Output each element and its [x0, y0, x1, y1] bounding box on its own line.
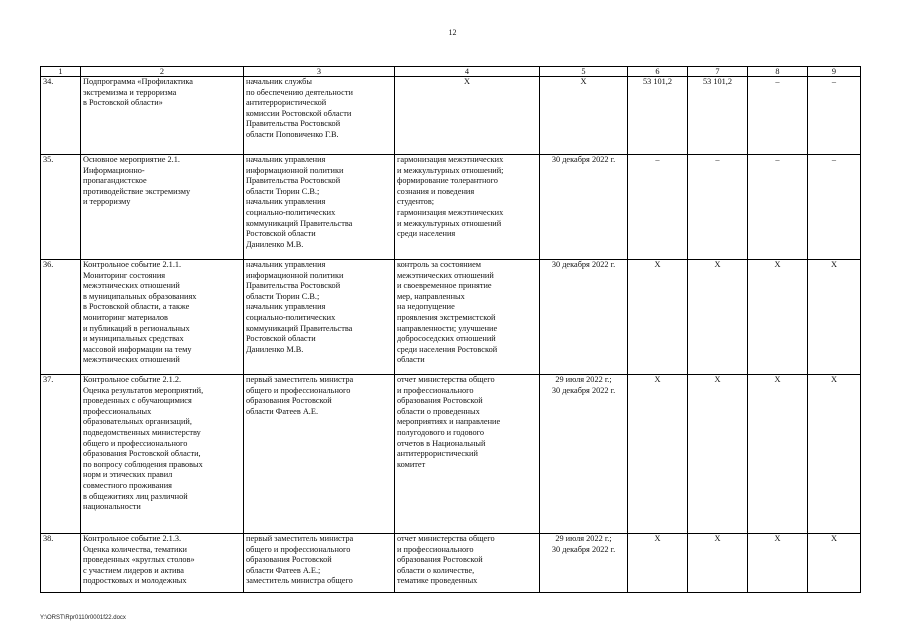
event-name-cell [81, 260, 244, 375]
cell-line: социально-политических [246, 312, 336, 322]
cell-line: первый заместитель министра [246, 534, 354, 543]
cell-line: норм и этических правил [83, 470, 173, 480]
cell-line: Основное мероприятие 2.1. [83, 155, 180, 164]
event-name-cell [81, 155, 244, 260]
cell-line: отчет министерства общего [397, 375, 495, 384]
cell-line: экстремизма и терроризма [83, 87, 177, 97]
cell-line: образования Ростовской [397, 555, 483, 565]
value-cell-9: Х [808, 534, 861, 593]
cell-line: и межкультурных отношений; [397, 165, 504, 175]
cell-line: Подпрограмма «Профилактика [83, 77, 193, 86]
value-cell-6: Х [628, 534, 688, 593]
cell-line: гармонизация межэтнических [397, 155, 504, 164]
value-cell-9: Х [808, 375, 861, 534]
cell-line: проведенных «круглых столов» [83, 555, 195, 565]
cell-line: коммуникаций Правительства [246, 218, 353, 228]
cell-line: по вопросу соблюдения правовых [83, 459, 203, 469]
cell-line: Контрольное событие 2.1.3. [83, 534, 182, 543]
cell-line: 29 июля 2022 г.; [555, 534, 612, 543]
cell-line: 30 декабря 2022 г. [551, 544, 616, 554]
cell-line: в Ростовской области» [83, 98, 163, 108]
cell-line: проведенных с обучающимися [83, 396, 192, 406]
cell-line: области Фатеев А.Е.; [246, 565, 321, 575]
cell-line: начальник управления [246, 155, 326, 164]
cell-line: области Тюрин С.В.; [246, 186, 320, 196]
result-cell [395, 375, 540, 534]
executor-cell [244, 260, 395, 375]
table-row [41, 77, 861, 155]
cell-line: сознания и поведения [397, 186, 475, 196]
cell-line: среди населения Ростовской [397, 344, 498, 354]
date-cell [540, 534, 628, 593]
row-number-cell: 37. [41, 375, 81, 534]
cell-line: образования Ростовской [397, 396, 483, 406]
cell-line: гармонизация межэтнических [397, 207, 504, 217]
cell-line: межэтнических отношений [83, 281, 180, 291]
row-number-cell: 38. [41, 534, 81, 593]
cell-line: 30 декабря 2022 г. [551, 155, 616, 164]
cell-line: комитет [397, 459, 426, 469]
cell-line: национальности [83, 502, 141, 512]
cell-line: коммуникаций Правительства [246, 323, 353, 333]
cell-line: и своевременное принятие [397, 281, 492, 291]
value-cell-8: – [748, 155, 808, 260]
date-cell [540, 260, 628, 375]
cell-line: Даниленко М.В. [246, 344, 304, 354]
cell-line: области о количестве, [397, 565, 475, 575]
cell-line: подростковых и молодежных [83, 576, 187, 586]
cell-line: антитеррористической [246, 98, 327, 108]
cell-line: в общежитиях лиц различной [83, 491, 188, 501]
cell-line: профессиональных [83, 406, 152, 416]
cell-line: Контрольное событие 2.1.1. [83, 260, 182, 269]
result-cell [395, 260, 540, 375]
cell-line: подведомственных министерству [83, 427, 201, 437]
value-cell-7: Х [688, 375, 748, 534]
cell-line: массовой информации на тему [83, 344, 192, 354]
cell-line: с участием лидеров и актива [83, 565, 184, 575]
header-cell: 5 [540, 67, 628, 77]
cell-line: Ростовской области [246, 334, 316, 344]
cell-line: области Поповиченко Г.В. [246, 129, 339, 139]
header-cell: 1 [41, 67, 81, 77]
executor-cell [244, 77, 395, 155]
cell-line: полугодового и годового [397, 427, 485, 437]
cell-line: межэтнических отношений [83, 355, 180, 365]
executor-cell [244, 534, 395, 593]
plan-table [40, 66, 861, 593]
header-row [41, 67, 861, 77]
cell-line: Ростовской области [246, 229, 316, 239]
cell-line: комиссии Ростовской области [246, 108, 352, 118]
value-cell-8: Х [748, 375, 808, 534]
result-cell [395, 77, 540, 155]
cell-line: общего и профессионального [83, 438, 188, 448]
cell-line: социально-политических [246, 207, 336, 217]
cell-line: первый заместитель министра [246, 375, 354, 384]
value-cell-6: – [628, 155, 688, 260]
table-row [41, 260, 861, 375]
value-cell-6: 53 101,2 [628, 77, 688, 155]
header-cell: 9 [808, 67, 861, 77]
value-cell-6: Х [628, 375, 688, 534]
cell-line: направленности; улучшение [397, 323, 498, 333]
cell-line: по обеспечению деятельности [246, 87, 353, 97]
cell-line: образования Ростовской области, [83, 449, 201, 459]
event-name-cell [81, 534, 244, 593]
result-cell [395, 534, 540, 593]
cell-line: 30 декабря 2022 г. [551, 260, 616, 269]
cell-line: Оценка результатов мероприятий, [83, 385, 204, 395]
cell-line: отчетов в Национальный [397, 438, 486, 448]
executor-cell [244, 375, 395, 534]
cell-line: области [397, 355, 425, 365]
cell-line: мероприятиях и направление [397, 417, 501, 427]
value-cell-9: – [808, 155, 861, 260]
cell-line: Х [464, 77, 470, 86]
date-cell [540, 77, 628, 155]
header-cell: 8 [748, 67, 808, 77]
event-name-cell [81, 375, 244, 534]
cell-line: Х [580, 77, 587, 86]
row-number-cell: 34. [41, 77, 81, 155]
cell-line: начальник службы [246, 77, 312, 86]
executor-cell [244, 155, 395, 260]
value-cell-8: – [748, 77, 808, 155]
header-cell: 6 [628, 67, 688, 77]
date-cell [540, 375, 628, 534]
cell-line: области о проведенных [397, 406, 480, 416]
cell-line: в муниципальных образованиях [83, 291, 197, 301]
page-number: 12 [448, 28, 457, 37]
cell-line: антитеррористический [397, 449, 478, 459]
cell-line: образования Ростовской [246, 396, 332, 406]
cell-line: Даниленко М.В. [246, 239, 304, 249]
result-cell [395, 155, 540, 260]
cell-line: Информационно- [83, 165, 145, 175]
cell-line: проявления экстремистской [397, 312, 496, 322]
value-cell-7: – [688, 155, 748, 260]
cell-line: области Фатеев А.Е. [246, 406, 319, 416]
cell-line: области Тюрин С.В.; [246, 291, 320, 301]
cell-line: Правительства Ростовской [246, 119, 341, 129]
cell-line: и профессионального [397, 385, 474, 395]
cell-line: тематике проведенных [397, 576, 478, 586]
value-cell-6: Х [628, 260, 688, 375]
cell-line: среди населения [397, 229, 456, 239]
cell-line: противодействие экстремизму [83, 186, 191, 196]
cell-line: общего и профессионального [246, 385, 351, 395]
cell-line: в Ростовской области, а также [83, 302, 190, 312]
file-path-footer: Y:\ORST\Rpr0110r0001f22.docx [40, 615, 126, 621]
cell-line: информационной политики [246, 270, 344, 280]
cell-line: 30 декабря 2022 г. [551, 385, 616, 395]
cell-line: Оценка количества, тематики [83, 544, 187, 554]
cell-line: Контрольное событие 2.1.2. [83, 375, 182, 384]
cell-line: студентов; [397, 197, 435, 207]
cell-line: контроль за состоянием [397, 260, 482, 269]
header-cell: 4 [395, 67, 540, 77]
cell-line: и профессионального [397, 544, 474, 554]
cell-line: и публикаций в региональных [83, 323, 190, 333]
cell-line: информационной политики [246, 165, 344, 175]
value-cell-7: 53 101,2 [688, 77, 748, 155]
cell-line: отчет министерства общего [397, 534, 495, 543]
table-row [41, 155, 861, 260]
row-number-cell: 36. [41, 260, 81, 375]
value-cell-9: Х [808, 260, 861, 375]
header-cell: 3 [244, 67, 395, 77]
table-body [41, 77, 861, 593]
cell-line: начальник управления [246, 197, 326, 207]
cell-line: образования Ростовской [246, 555, 332, 565]
cell-line: Правительства Ростовской [246, 281, 341, 291]
cell-line: мониторинг материалов [83, 312, 168, 322]
value-cell-9: – [808, 77, 861, 155]
header-cell: 2 [81, 67, 244, 77]
table-row [41, 534, 861, 593]
cell-line: и муниципальных средствах [83, 334, 184, 344]
event-name-cell [81, 77, 244, 155]
value-cell-8: Х [748, 260, 808, 375]
cell-line: совместного проживания [83, 480, 172, 490]
cell-line: пропагандистское [83, 176, 147, 186]
cell-line: заместитель министра общего [246, 576, 353, 586]
cell-line: и терроризму [83, 197, 131, 207]
table-row [41, 375, 861, 534]
cell-line: Правительства Ростовской [246, 176, 341, 186]
header-cell: 7 [688, 67, 748, 77]
cell-line: начальник управления [246, 260, 326, 269]
cell-line: 29 июля 2022 г.; [555, 375, 612, 384]
value-cell-7: Х [688, 534, 748, 593]
value-cell-8: Х [748, 534, 808, 593]
date-cell [540, 155, 628, 260]
cell-line: начальник управления [246, 302, 326, 312]
cell-line: добрососедских отношений [397, 334, 496, 344]
cell-line: и межкультурных отношений [397, 218, 502, 228]
cell-line: формирование толерантного [397, 176, 498, 186]
cell-line: на недопущение [397, 302, 455, 312]
cell-line: мер, направленных [397, 291, 465, 301]
cell-line: образовательных организаций, [83, 417, 192, 427]
value-cell-7: Х [688, 260, 748, 375]
cell-line: общего и профессионального [246, 544, 351, 554]
cell-line: межэтнических отношений [397, 270, 494, 280]
row-number-cell: 35. [41, 155, 81, 260]
cell-line: Мониторинг состояния [83, 270, 166, 280]
